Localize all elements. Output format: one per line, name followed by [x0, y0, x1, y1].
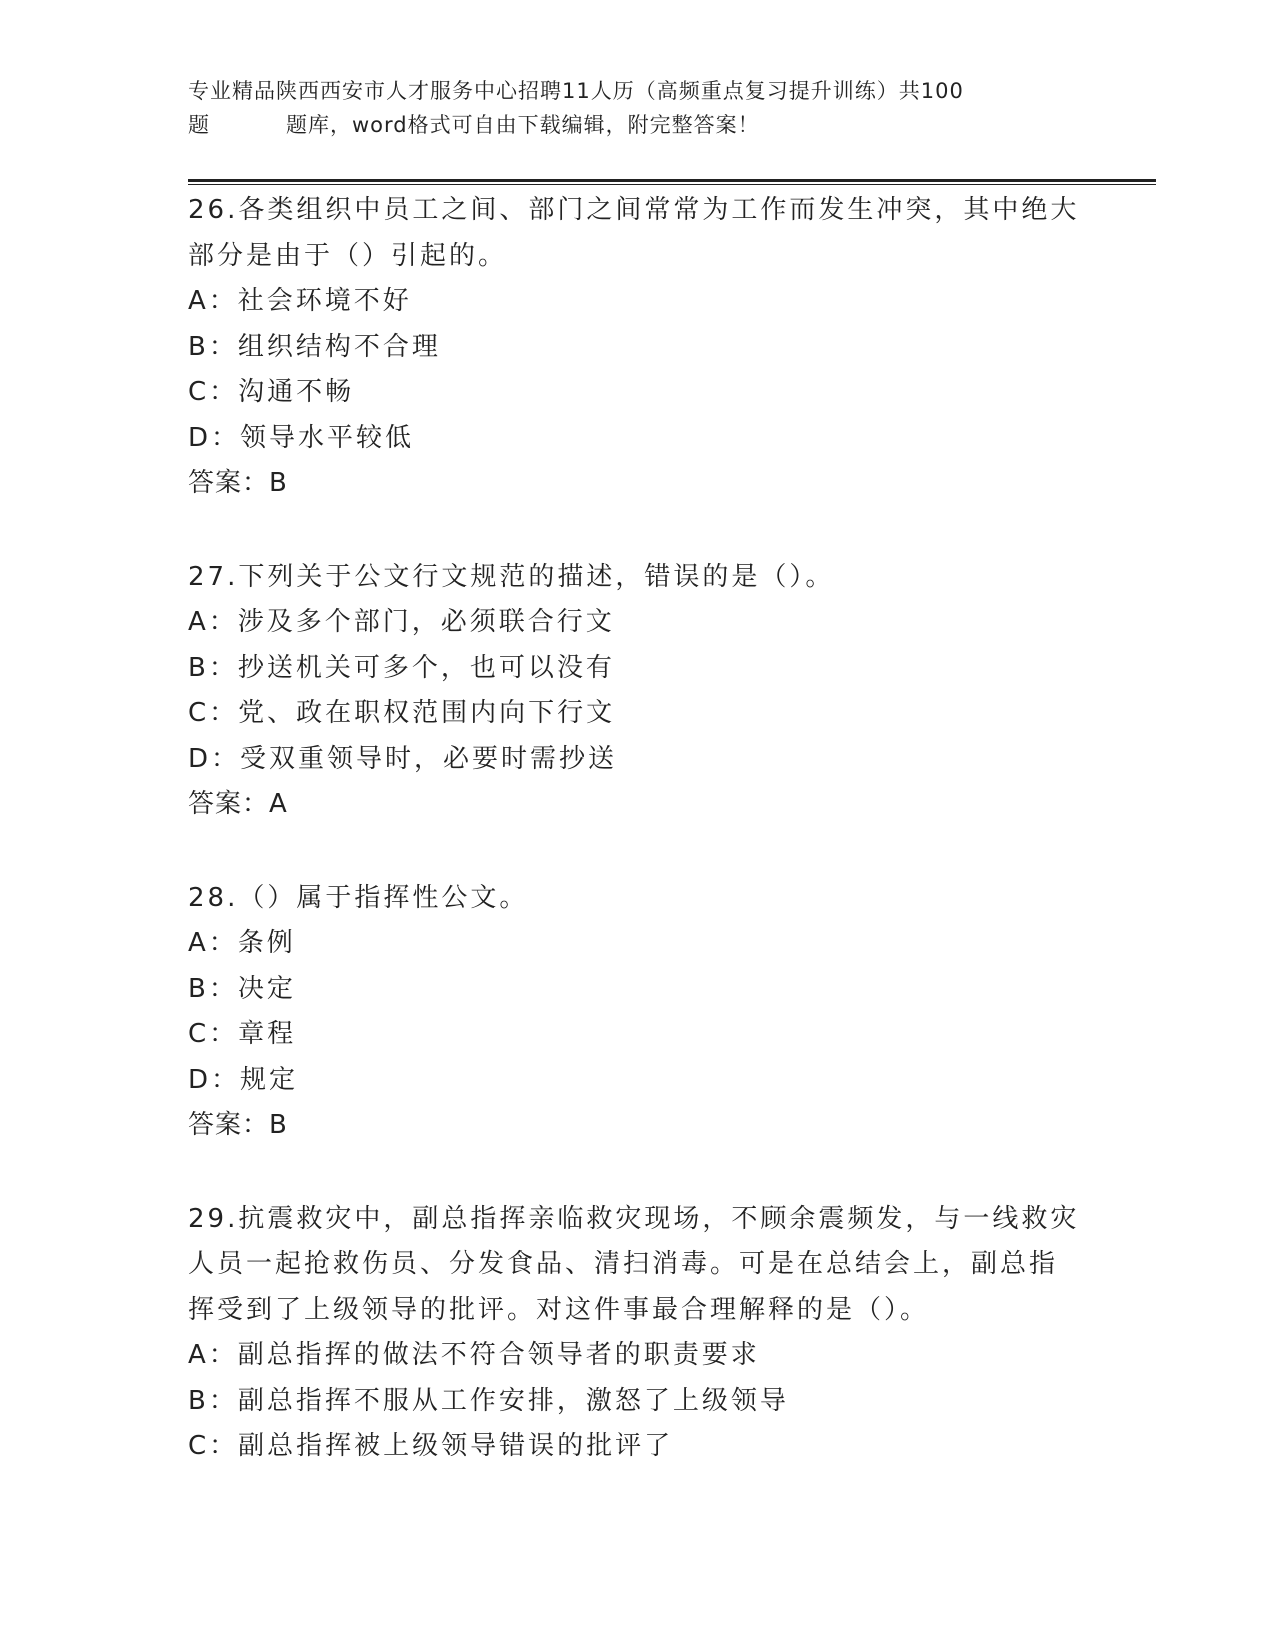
question-stem-line: 挥受到了上级领导的批评。对这件事最合理解释的是（）。 [188, 1294, 930, 1325]
option-c: C：党、政在职权范围内向下行文 [188, 698, 616, 728]
question-stem-line: 26.各类组织中员工之间、部门之间常常为工作而发生冲突，其中绝大 [188, 195, 1080, 225]
question-stem-line: 人员一起抢救伤员、分发食品、清扫消毒。可是在总结会上，副总指 [188, 1249, 1059, 1279]
option-c: C：章程 [188, 1019, 297, 1049]
option-d: D：受双重领导时，必要时需抄送 [188, 743, 618, 774]
option-c: C：沟通不畅 [188, 377, 355, 407]
option-c: C：副总指挥被上级领导错误的批评了 [188, 1431, 674, 1461]
option-b: B：副总指挥不服从工作安排，激怒了上级领导 [188, 1385, 789, 1416]
option-a: A：社会环境不好 [188, 286, 412, 316]
answer: 答案：B [188, 468, 288, 498]
answer: 答案：B [188, 1110, 288, 1140]
header-line-2-text: 题库，word格式可自由下载编辑，附完整答案！ [286, 113, 760, 137]
header-line-2 [188, 108, 1088, 142]
header-line-1: 专业精品陕西西安市人才服务中心招聘11人历（高频重点复习提升训练）共100 [188, 79, 964, 103]
option-b: B：决定 [188, 973, 296, 1004]
question-stem-line: 27.下列关于公文行文规范的描述，错误的是（）。 [188, 561, 835, 592]
option-b: B：组织结构不合理 [188, 331, 441, 362]
option-d: D：规定 [188, 1064, 299, 1095]
header-line-2-lead: 题 [188, 113, 210, 137]
option-a: A：涉及多个部门，必须联合行文 [188, 607, 615, 637]
question-stem-line: 部分是由于（）引起的。 [188, 240, 508, 271]
question-28 [188, 876, 1088, 1149]
question-stem-line: 28.（）属于指挥性公文。 [188, 882, 529, 913]
question-29 [188, 1197, 1088, 1470]
header-rule-thick [188, 179, 1156, 182]
question-27 [188, 555, 1088, 828]
answer: 答案：A [188, 789, 288, 819]
header-rule-thin [188, 184, 1156, 185]
question-26 [188, 188, 1088, 507]
option-b: B：抄送机关可多个，也可以没有 [188, 652, 615, 683]
question-list [188, 188, 1088, 1518]
document-header [188, 74, 1088, 142]
option-d: D：领导水平较低 [188, 422, 415, 453]
option-a: A：条例 [188, 928, 296, 958]
question-stem-line: 29.抗震救灾中，副总指挥亲临救灾现场，不顾余震频发，与一线救灾 [188, 1203, 1080, 1234]
option-a: A：副总指挥的做法不符合领导者的职责要求 [188, 1340, 760, 1370]
